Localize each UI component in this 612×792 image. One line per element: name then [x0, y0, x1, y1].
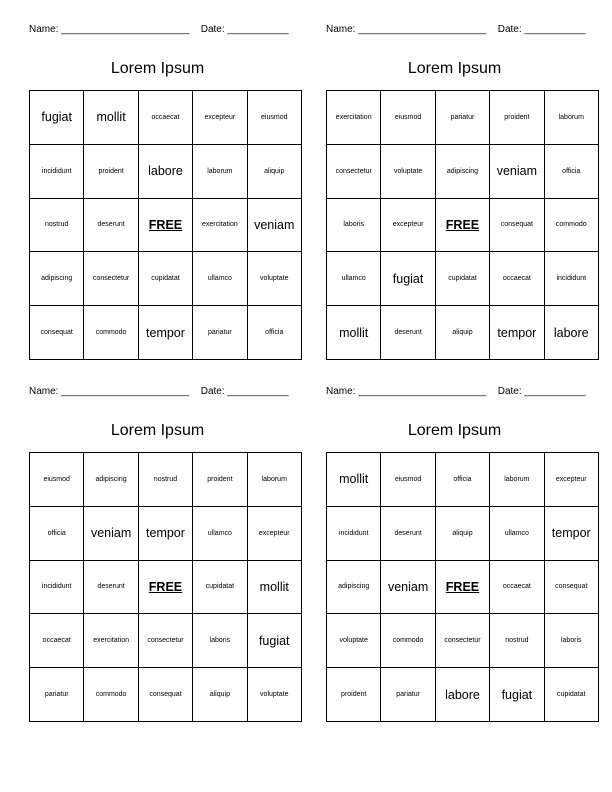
bingo-cell: occaecat: [490, 560, 544, 614]
free-cell: FREE: [138, 198, 192, 252]
bingo-cell: laboris: [544, 614, 598, 668]
bingo-cell: adipiscing: [30, 252, 84, 306]
bingo-cell: adipiscing: [327, 560, 381, 614]
bingo-grid: [326, 90, 599, 360]
grid-row: [327, 252, 599, 306]
bingo-cell: mollit: [84, 91, 138, 145]
bingo-cell: ullamco: [490, 506, 544, 560]
bingo-cell: commodo: [84, 306, 138, 360]
bingo-cell: proident: [193, 452, 247, 506]
bingo-cell: consectetur: [435, 614, 489, 668]
bingo-cell: consectetur: [327, 144, 381, 198]
bingo-cell: laborum: [193, 144, 247, 198]
grid-row: [327, 668, 599, 722]
bingo-cell: veniam: [381, 560, 435, 614]
bingo-cell: consequat: [490, 198, 544, 252]
bingo-cell: voluptate: [247, 252, 301, 306]
bingo-cell: eiusmod: [30, 452, 84, 506]
bingo-cell: laborum: [544, 91, 598, 145]
bingo-cell: voluptate: [327, 614, 381, 668]
bingo-cell: cupidatat: [193, 560, 247, 614]
date-blank-line: ___________: [524, 24, 586, 35]
bingo-cell: laborum: [490, 452, 544, 506]
bingo-cell: deserunt: [381, 506, 435, 560]
grid-row: [327, 614, 599, 668]
bingo-cell: excepteur: [544, 452, 598, 506]
bingo-cell: ullamco: [327, 252, 381, 306]
name-date-row: [326, 385, 586, 398]
name-blank-line: _______________________: [358, 385, 487, 397]
card-title: Lorem Ipsum: [407, 421, 502, 439]
date-label: Date:: [497, 24, 522, 35]
bingo-cell: pariatur: [381, 668, 435, 722]
grid-row: [327, 452, 599, 506]
grid-row: [30, 614, 302, 668]
bingo-card-top-left: [29, 24, 295, 360]
bingo-cell: incididunt: [327, 506, 381, 560]
bingo-cell: excepteur: [247, 506, 301, 560]
grid-row: [30, 668, 302, 722]
bingo-cell: aliquip: [435, 306, 489, 360]
grid-row: [327, 144, 599, 198]
name-blank-line: _______________________: [61, 385, 190, 397]
bingo-cell: aliquip: [193, 668, 247, 722]
bingo-cell: proident: [84, 144, 138, 198]
bingo-cell: fugiat: [381, 252, 435, 306]
bingo-cell: pariatur: [193, 306, 247, 360]
date-label: Date:: [497, 385, 522, 397]
free-cell: FREE: [138, 560, 192, 614]
bingo-cell: commodo: [544, 198, 598, 252]
bingo-cell: officia: [30, 506, 84, 560]
bingo-cell: cupidatat: [435, 252, 489, 306]
bingo-cell: commodo: [381, 614, 435, 668]
date-blank-line: ___________: [524, 385, 586, 397]
bingo-cell: deserunt: [84, 198, 138, 252]
name-blank-line: _______________________: [61, 24, 190, 35]
bingo-cell: fugiat: [30, 91, 84, 145]
bingo-cell: exercitation: [193, 198, 247, 252]
bingo-cell: mollit: [327, 452, 381, 506]
bingo-cell: labore: [138, 144, 192, 198]
bingo-cell: labore: [544, 306, 598, 360]
grid-row: [327, 560, 599, 614]
grid-row: [30, 144, 302, 198]
grid-row: [327, 506, 599, 560]
bingo-cell: exercitation: [84, 614, 138, 668]
cards-grid: [29, 24, 591, 722]
bingo-cell: tempor: [138, 506, 192, 560]
date-blank-line: ___________: [227, 24, 289, 35]
bingo-cell: laboris: [327, 198, 381, 252]
bingo-cell: incididunt: [30, 560, 84, 614]
bingo-cell: incididunt: [30, 144, 84, 198]
free-cell: FREE: [435, 560, 489, 614]
bingo-grid: [29, 452, 302, 722]
bingo-cell: consequat: [30, 306, 84, 360]
bingo-cell: eiusmod: [247, 91, 301, 145]
bingo-cell: excepteur: [381, 198, 435, 252]
grid-row: [30, 560, 302, 614]
bingo-cell: proident: [327, 668, 381, 722]
bingo-cell: laborum: [247, 452, 301, 506]
grid-row: [327, 306, 599, 360]
bingo-cell: veniam: [490, 144, 544, 198]
bingo-cell: nostrud: [490, 614, 544, 668]
bingo-cell: mollit: [327, 306, 381, 360]
bingo-cell: fugiat: [247, 614, 301, 668]
bingo-cell: officia: [247, 306, 301, 360]
bingo-cell: consequat: [544, 560, 598, 614]
card-title: Lorem Ipsum: [110, 60, 205, 77]
bingo-grid: [326, 452, 599, 722]
bingo-cell: consequat: [138, 668, 192, 722]
bingo-cell: voluptate: [247, 668, 301, 722]
bingo-grid: [29, 90, 302, 360]
bingo-cell: pariatur: [30, 668, 84, 722]
bingo-cell: tempor: [490, 306, 544, 360]
date-label: Date:: [200, 24, 225, 35]
bingo-cell: laboris: [193, 614, 247, 668]
grid-row: [30, 452, 302, 506]
name-label: Name:: [326, 385, 356, 397]
name-label: Name:: [29, 24, 59, 35]
bingo-cell: pariatur: [435, 91, 489, 145]
grid-row: [327, 91, 599, 145]
bingo-cell: incididunt: [544, 252, 598, 306]
bingo-cell: consectetur: [84, 252, 138, 306]
bingo-cell: ullamco: [193, 252, 247, 306]
bingo-cell: excepteur: [193, 91, 247, 145]
name-date-row: [326, 24, 586, 36]
bingo-cell: veniam: [247, 198, 301, 252]
name-label: Name:: [29, 385, 59, 397]
bingo-cell: aliquip: [247, 144, 301, 198]
grid-row: [30, 252, 302, 306]
free-cell: FREE: [435, 198, 489, 252]
bingo-cell: officia: [435, 452, 489, 506]
grid-row: [30, 506, 302, 560]
date-blank-line: ___________: [227, 385, 289, 397]
bingo-cell: labore: [435, 668, 489, 722]
card-title: Lorem Ipsum: [407, 60, 502, 77]
bingo-card-bottom-left: [29, 385, 290, 722]
bingo-cell: eiusmod: [381, 452, 435, 506]
bingo-cell: nostrud: [138, 452, 192, 506]
bingo-cell: cupidatat: [544, 668, 598, 722]
bingo-cell: commodo: [84, 668, 138, 722]
grid-row: [30, 91, 302, 145]
grid-row: [30, 198, 302, 252]
grid-row: [327, 198, 599, 252]
bingo-cell: eiusmod: [381, 91, 435, 145]
bingo-cell: occaecat: [30, 614, 84, 668]
bingo-cell: adipiscing: [435, 144, 489, 198]
bingo-cell: cupidatat: [138, 252, 192, 306]
bingo-cell: aliquip: [435, 506, 489, 560]
bingo-cell: deserunt: [84, 560, 138, 614]
bingo-cell: mollit: [247, 560, 301, 614]
name-date-row: [29, 385, 289, 398]
bingo-cell: occaecat: [138, 91, 192, 145]
bingo-cell: fugiat: [490, 668, 544, 722]
name-date-row: [29, 24, 289, 36]
bingo-cell: ullamco: [193, 506, 247, 560]
bingo-card-top-right: [326, 24, 589, 360]
grid-row: [30, 306, 302, 360]
bingo-cell: exercitation: [327, 91, 381, 145]
date-label: Date:: [200, 385, 225, 397]
bingo-cell: consectetur: [138, 614, 192, 668]
bingo-cell: proident: [490, 91, 544, 145]
bingo-cell: veniam: [84, 506, 138, 560]
bingo-cell: officia: [544, 144, 598, 198]
bingo-cell: voluptate: [381, 144, 435, 198]
bingo-cell: tempor: [138, 306, 192, 360]
bingo-cell: occaecat: [490, 252, 544, 306]
bingo-card-bottom-right: [326, 385, 591, 722]
card-title: Lorem Ipsum: [110, 421, 205, 439]
name-blank-line: _______________________: [358, 24, 487, 35]
bingo-cell: adipiscing: [84, 452, 138, 506]
name-label: Name:: [326, 24, 356, 35]
bingo-cell: tempor: [544, 506, 598, 560]
bingo-cell: deserunt: [381, 306, 435, 360]
bingo-cell: nostrud: [30, 198, 84, 252]
